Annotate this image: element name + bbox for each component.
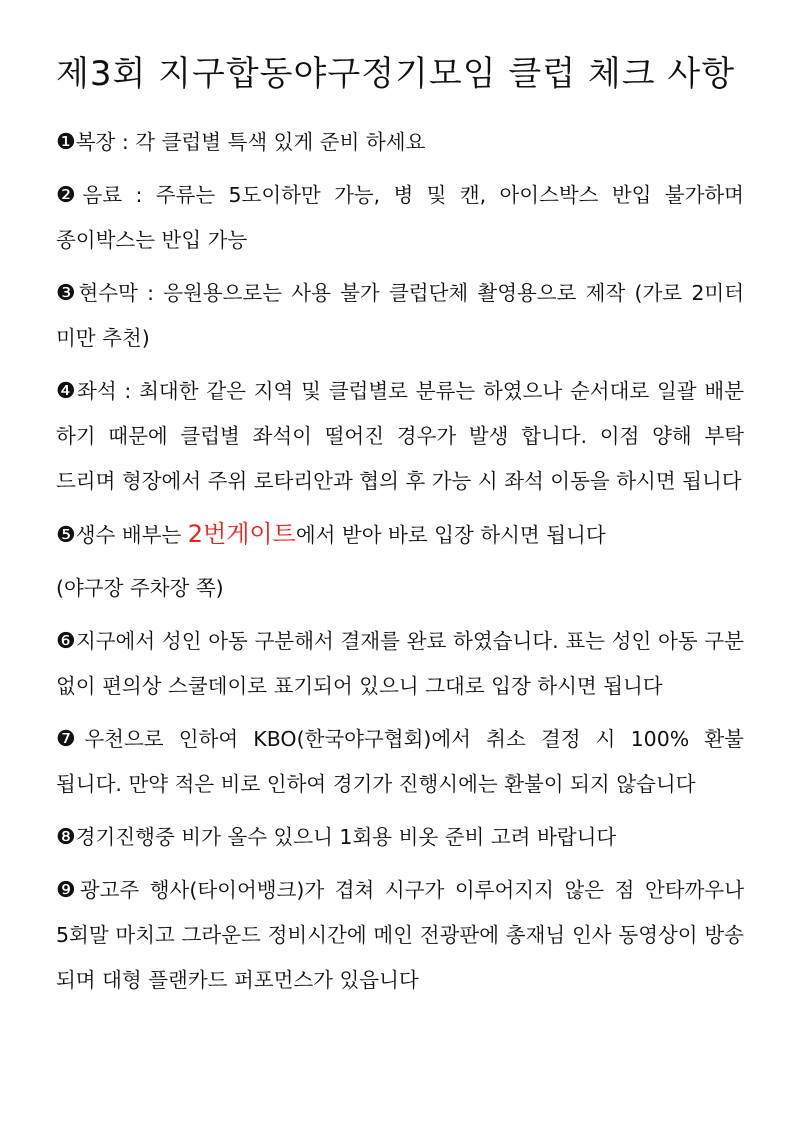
item-marker: ❶ (56, 130, 76, 155)
item-text: 음료 : 주류는 5도이하만 가능, 병 및 캔, 아이스박스 반입 불가하며 종이박스는 반입 가능 (56, 183, 744, 252)
list-item-2 (56, 173, 744, 263)
page-title: 제3회 지구합동야구정기모임 클럽 체크 사항 (56, 54, 736, 94)
item-marker: ❻ (56, 629, 76, 654)
list-item-8 (56, 815, 744, 860)
item-text: 경기진행중 비가 올수 있으니 1회용 비옷 준비 고려 바랍니다 (75, 825, 617, 849)
item-marker: ❽ (56, 825, 76, 850)
list-item-4 (56, 369, 744, 504)
item-text-before: 생수 배부는 (75, 523, 188, 547)
item-text: 현수막 : 응원용으로는 사용 불가 클럽단체 촬영용으로 제작 (가로 2미터 미만 추천) (56, 281, 744, 350)
list-item-1 (56, 120, 744, 165)
list-item-5 (56, 512, 744, 558)
list-item-9 (56, 868, 744, 1003)
item-marker: ❸ (56, 281, 79, 306)
item-text: 복장 : 각 클럽별 특색 있게 준비 하세요 (75, 130, 426, 154)
item-text: 좌석 : 최대한 같은 지역 및 클럽별로 분류는 하였으나 순서대로 일괄 배분 하기 때문에 클럽별 좌석이 떨어진 경우가 발생 합니다. 이점 양해 부탁 드리며 형장에서 주위 로타리안과 협의 후 가능 시 좌석 이동을 하시면 됩니다 (56, 379, 744, 493)
list-item-7 (56, 717, 744, 807)
item-marker: ❺ (56, 523, 76, 548)
item-note: (야구장 주차장 쪽) (56, 576, 224, 600)
gate-highlight: 2번게이트 (187, 520, 296, 548)
list-item-6 (56, 619, 744, 709)
item-marker: ❹ (56, 379, 78, 404)
list-item-3 (56, 271, 744, 361)
item-text: 지구에서 성인 아동 구분해서 결재를 완료 하였습니다. 표는 성인 아동 구분 없이 편의상 스쿨데이로 표기되어 있으니 그대로 입장 하시면 됩니다 (56, 629, 744, 698)
item-text: 광고주 행사(타이어뱅크)가 겹쳐 시구가 이루어지지 않은 점 안타까우나 5회말 마치고 그라운드 정비시간에 메인 전광판에 총재님 인사 동영상이 방송 되며 대형 플랜카드 퍼포먼스가 있읍니다 (56, 878, 744, 992)
item-marker: ❷ (56, 183, 83, 208)
item-marker: ❾ (56, 878, 80, 903)
item-text: 우천으로 인하여 KBO(한국야구협회)에서 취소 결정 시 100% 환불 됩니다. 만약 적은 비로 인하여 경기가 진행시에는 환불이 되지 않습니다 (56, 727, 744, 796)
item-text-after: 에서 받아 바로 입장 하시면 됩니다 (295, 523, 606, 547)
list-item-5-note (56, 566, 744, 611)
item-marker: ❼ (56, 727, 85, 752)
